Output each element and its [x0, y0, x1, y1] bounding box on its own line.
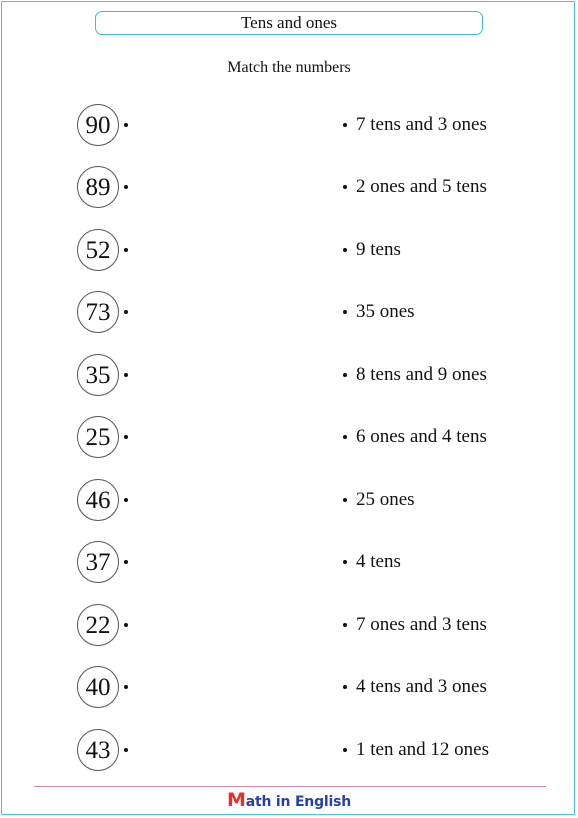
- right-match-point[interactable]: [343, 498, 347, 502]
- left-match-point[interactable]: [124, 748, 128, 752]
- number-circle: 22: [77, 604, 119, 646]
- site-logo: [0, 789, 578, 813]
- match-phrase: 25 ones: [356, 489, 415, 510]
- worksheet-title: Tens and ones: [95, 11, 483, 35]
- right-match-point[interactable]: [343, 373, 347, 377]
- left-match-point[interactable]: [124, 123, 128, 127]
- right-match-point[interactable]: [343, 123, 347, 127]
- right-match-point[interactable]: [343, 185, 347, 189]
- footer-divider: [34, 786, 546, 787]
- logo-initial: M: [227, 789, 246, 811]
- right-match-point[interactable]: [343, 435, 347, 439]
- right-match-point[interactable]: [343, 623, 347, 627]
- match-row: [0, 479, 578, 523]
- match-row: [0, 229, 578, 273]
- match-phrase: 7 tens and 3 ones: [356, 114, 487, 135]
- match-phrase: 7 ones and 3 tens: [356, 614, 487, 635]
- match-row: [0, 604, 578, 648]
- left-match-point[interactable]: [124, 623, 128, 627]
- match-phrase: 9 tens: [356, 239, 401, 260]
- number-circle: 37: [77, 541, 119, 583]
- match-phrase: 6 ones and 4 tens: [356, 426, 487, 447]
- match-phrase: 2 ones and 5 tens: [356, 176, 487, 197]
- left-match-point[interactable]: [124, 498, 128, 502]
- number-circle: 46: [77, 479, 119, 521]
- right-match-point[interactable]: [343, 310, 347, 314]
- match-row: [0, 291, 578, 335]
- match-row: [0, 354, 578, 398]
- number-circle: 25: [77, 416, 119, 458]
- logo-text: ath in English: [245, 794, 351, 810]
- right-match-point[interactable]: [343, 560, 347, 564]
- number-circle: 73: [77, 291, 119, 333]
- left-match-point[interactable]: [124, 685, 128, 689]
- number-circle: 89: [77, 166, 119, 208]
- match-row: [0, 541, 578, 585]
- match-row: [0, 729, 578, 773]
- worksheet-instructions: Match the numbers: [227, 59, 351, 76]
- right-match-point[interactable]: [343, 248, 347, 252]
- match-row: [0, 104, 578, 148]
- match-phrase: 35 ones: [356, 301, 415, 322]
- left-match-point[interactable]: [124, 185, 128, 189]
- match-phrase: 1 ten and 12 ones: [356, 739, 489, 760]
- number-circle: 40: [77, 666, 119, 708]
- number-circle: 90: [77, 104, 119, 146]
- left-match-point[interactable]: [124, 248, 128, 252]
- left-match-point[interactable]: [124, 310, 128, 314]
- match-row: [0, 166, 578, 210]
- right-match-point[interactable]: [343, 748, 347, 752]
- match-phrase: 4 tens: [356, 551, 401, 572]
- number-circle: 35: [77, 354, 119, 396]
- left-match-point[interactable]: [124, 560, 128, 564]
- left-match-point[interactable]: [124, 373, 128, 377]
- match-phrase: 4 tens and 3 ones: [356, 676, 487, 697]
- left-match-point[interactable]: [124, 435, 128, 439]
- match-row: [0, 666, 578, 710]
- number-circle: 52: [77, 229, 119, 271]
- match-row: [0, 416, 578, 460]
- right-match-point[interactable]: [343, 685, 347, 689]
- match-phrase: 8 tens and 9 ones: [356, 364, 487, 385]
- number-circle: 43: [77, 729, 119, 771]
